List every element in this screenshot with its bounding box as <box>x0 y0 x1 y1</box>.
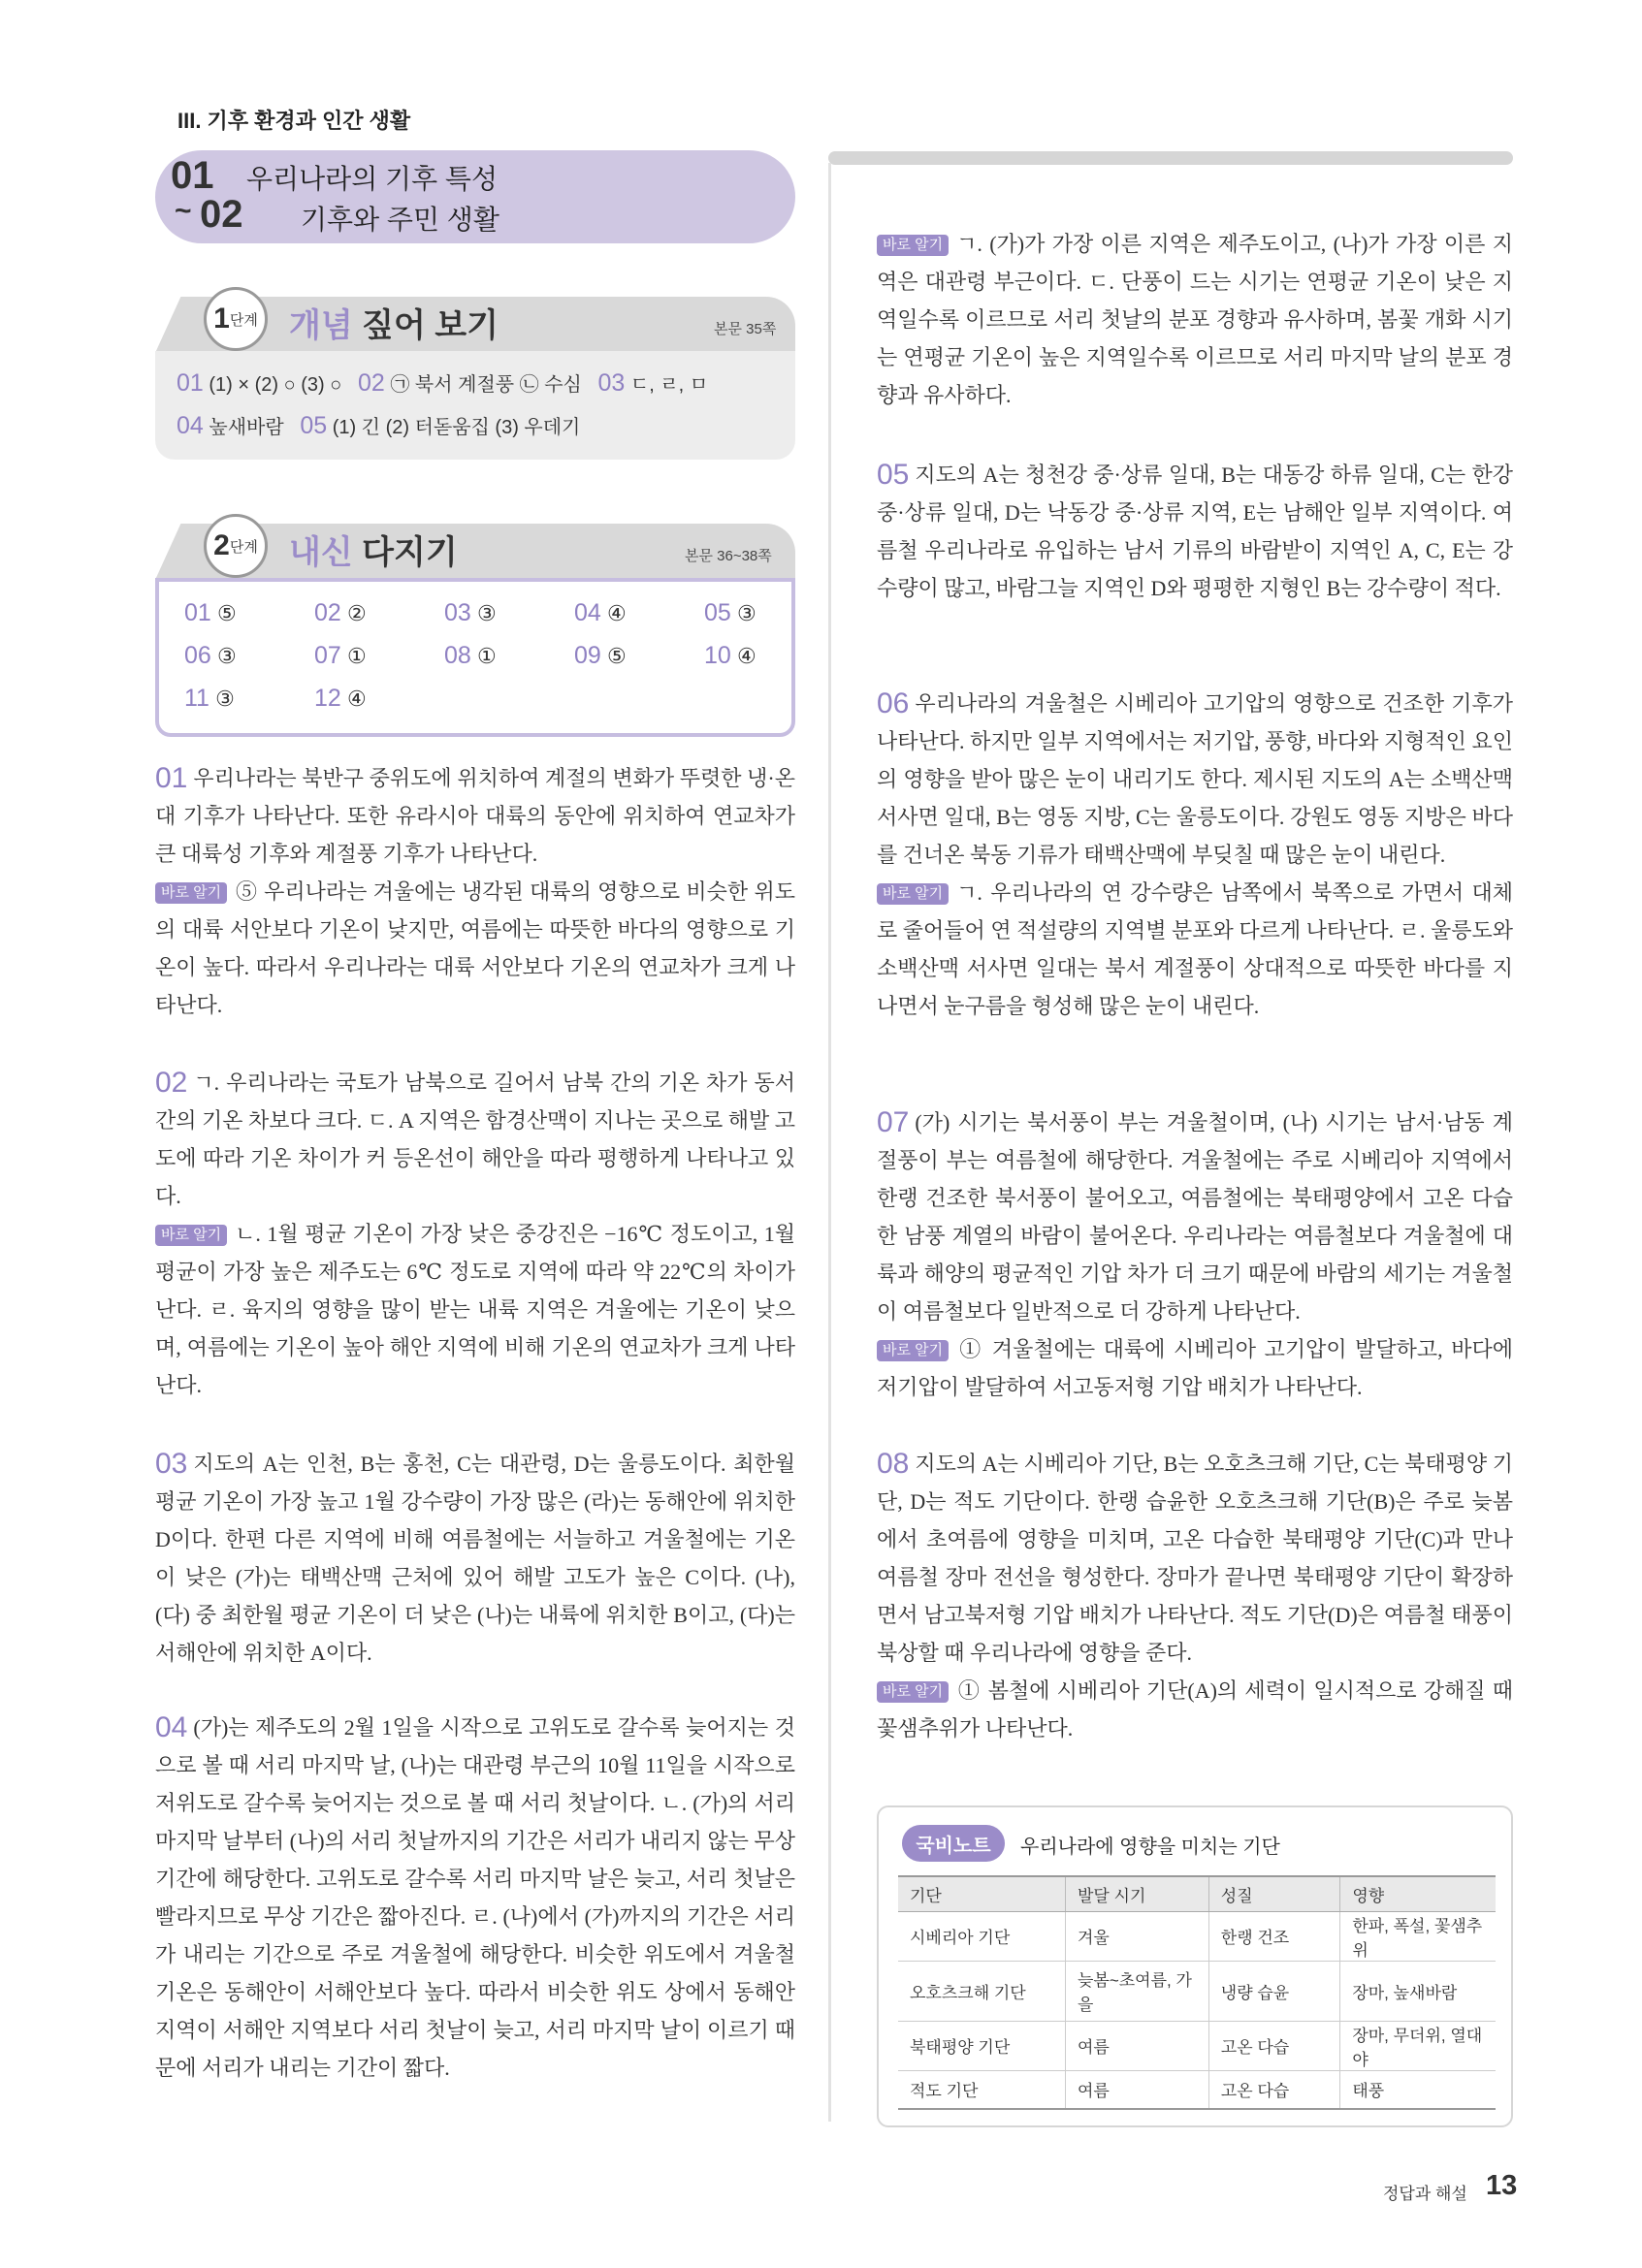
table-cell: 시베리아 기단 <box>898 1911 1065 1961</box>
answer-04: 04 ④ <box>574 599 627 626</box>
check-text: ㄱ. (가)가 가장 이른 지역은 제주도이고, (나)가 가장 이른 지역은 대관령 부근이다. ㄷ. 단풍이 드는 시기는 연평균 기온이 낮은 지역일수록 이르므로 서리 첫날의 분포 경향과 유사하며, 봄꽃 개화 시기는 연평균 기온이 높은 지역일수록 이르므로 서리 마지막 날의 분포 경향과 유사하다. <box>877 232 1513 407</box>
answer-text: ㄷ, ㄹ, ㅁ <box>629 374 709 396</box>
check-tag: 바로 알기 <box>877 883 949 905</box>
answer-06: 06 ③ <box>184 642 237 669</box>
check-tag: 바로 알기 <box>877 235 949 256</box>
table-header-cell: 영향 <box>1340 1876 1496 1911</box>
explanation-06 <box>877 685 1513 1025</box>
table-cell: 북태평양 기단 <box>898 2021 1065 2070</box>
answer-01: 01 ⑤ <box>184 599 237 626</box>
answer-text: 높새바람 <box>209 417 284 438</box>
table-cell: 겨울 <box>1065 1911 1208 1961</box>
answer-08: 08 ① <box>444 642 497 669</box>
table-cell: 오호츠크해 기단 <box>898 1961 1065 2021</box>
answer-number: 01 <box>177 369 204 397</box>
explanation-body: 지도의 A는 청천강 중·상류 일대, B는 대동강 하류 일대, C는 한강 중·상류 일대, D는 낙동강 중·상류 지역, E는 남해안 일부 지역이다. 여름철 우리나라로 유입하는 남서 기류의 바람받이 지역인 A, C, E는 강수량이 많고, 바람그늘 지역인 D와 평평한 지형인 B는 강수량이 적다. <box>877 463 1513 600</box>
explanation-05 <box>877 456 1513 607</box>
answer-number: 03 <box>597 369 626 397</box>
explanation-number: 06 <box>877 687 910 719</box>
stage2-title-accent: 내신 <box>289 534 353 571</box>
table-cell: 한파, 폭설, 꽃샘추위 <box>1340 1911 1496 1961</box>
explanation-number: 07 <box>877 1106 910 1138</box>
explanation-04-check <box>877 225 1513 414</box>
answer-09: 09 ⑤ <box>574 642 627 669</box>
stage1-answer-line-1 <box>177 368 708 398</box>
table-cell: 여름 <box>1065 2070 1208 2109</box>
table-cell: 장마, 높새바람 <box>1340 1961 1496 2021</box>
stage1-answer-box <box>155 351 795 460</box>
stage2-badge <box>204 514 268 578</box>
table-cell: 고온 다습 <box>1208 2021 1340 2070</box>
answer-12: 12 ④ <box>314 685 367 712</box>
answer-text: (1) × (2) ○ (3) ○ <box>209 374 342 396</box>
stage1-answer-line-2 <box>177 411 580 440</box>
table-cell: 장마, 무더위, 열대야 <box>1340 2021 1496 2070</box>
unit-title-1: 우리나라의 기후 특성 <box>246 164 498 194</box>
stage1-suffix: 단계 <box>229 311 258 329</box>
table-cell: 늦봄~초여름, 가을 <box>1065 1961 1208 2021</box>
table-header-row <box>898 1876 1496 1911</box>
explanation-body: 지도의 A는 시베리아 기단, B는 오호츠크해 기단, C는 북태평양 기단, D는 적도 기단이다. 한랭 습윤한 오호츠크해 기단(B)은 주로 늦봄에서 초여름에 영향을 미치며, 고온 다습한 북태평양 기단(C)과 만나 여름철 장마 전선을 형성한다. 장마가 끝나면 북태평양 기단이 확장하면서 남고북저형 기압 배치가 나타난다. 적도 기단(D)은 여름철 태풍이 북상할 때 우리나라에 영향을 준다. <box>877 1452 1513 1665</box>
stage2-page-ref: 본문 36~38쪽 <box>685 548 772 564</box>
note-box <box>877 1805 1513 2127</box>
explanation-body: 지도의 A는 인천, B는 홍천, C는 대관령, D는 울릉도이다. 최한월 평균 기온이 가장 높고 1월 강수량이 가장 많은 (라)는 동해안에 위치한 D이다. 한편 다른 지역에 비해 여름철에는 서늘하고 겨울철에는 기온이 낮은 (가)는 태백산맥 근처에 있어 해발 고도가 높은 C이다. (나), (다) 중 최한월 평균 기온이 더 낮은 (나)는 내륙에 위치한 B이고, (다)는 서해안에 위치한 A이다. <box>155 1452 795 1665</box>
answer-number: 05 <box>300 412 328 439</box>
explanation-number: 02 <box>155 1067 188 1099</box>
air-mass-table <box>898 1875 1496 2110</box>
explanation-body: (가) 시기는 북서풍이 부는 겨울철이며, (나) 시기는 남서·남동 계절풍이 부는 여름철에 해당한다. 겨울철에는 주로 시베리아 지역에서 한랭 건조한 북서풍이 불어오고, 여름철에는 북태평양에서 고온 다습한 남풍 계열의 바람이 불어온다. 우리나라는 여름철보다 겨울철에 대륙과 해양의 평균적인 기압 차가 더 크기 때문에 바람의 세기는 겨울철이 여름철보다 일반적으로 더 강하게 나타난다. <box>877 1110 1513 1324</box>
footer-label: 정답과 해설 <box>1383 2185 1467 2203</box>
answer-number: 02 <box>358 369 385 397</box>
unit-number-2: 02 <box>200 193 243 236</box>
table-cell: 여름 <box>1065 2021 1208 2070</box>
stage1-title <box>289 299 499 346</box>
stage2-suffix: 단계 <box>229 538 258 556</box>
check-text: ㄴ. 1월 평균 기온이 가장 낮은 중강진은 −16℃ 정도이고, 1월 평균이 가장 높은 제주도는 6℃ 정도로 지역에 따라 약 22℃의 차이가 난다. ㄹ. 육지의 영향을 많이 받는 내륙 지역은 겨울에는 기온이 낮으며, 여름에는 기온이 높아 해안 지역에 비해 기온의 연교차가 크게 나타난다. <box>155 1222 795 1397</box>
check-text: ㄱ. 우리나라의 연 강수량은 남쪽에서 북쪽으로 가면서 대체로 줄어들어 연 적설량의 지역별 분포와 다르게 나타난다. ㄹ. 울릉도와 소백산맥 서사면 일대는 북서 계절풍이 상대적으로 따뜻한 바다를 지나면서 눈구름을 형성해 많은 눈이 내린다. <box>877 880 1513 1018</box>
explanation-number: 01 <box>155 762 188 794</box>
explanation-number: 03 <box>155 1448 188 1480</box>
table-header-cell: 성질 <box>1208 1876 1340 1911</box>
check-tag: 바로 알기 <box>877 1681 949 1703</box>
column-divider <box>828 163 831 2122</box>
table-row <box>898 1961 1496 2021</box>
table-cell: 적도 기단 <box>898 2070 1065 2109</box>
explanation-number: 04 <box>155 1711 188 1743</box>
explanation-number: 05 <box>877 459 910 491</box>
table-cell: 고온 다습 <box>1208 2070 1340 2109</box>
explanation-body: 우리나라는 북반구 중위도에 위치하여 계절의 변화가 뚜렷한 냉·온대 기후가 나타난다. 또한 유라시아 대륙의 동안에 위치하여 연교차가 큰 대륙성 기후와 계절풍 기후가 나타난다. <box>155 766 795 866</box>
table-cell: 태풍 <box>1340 2070 1496 2109</box>
answer-07: 07 ① <box>314 642 367 669</box>
stage2-title-rest: 다지기 <box>362 534 458 571</box>
check-text: ① 겨울철에는 대륙에 시베리아 고기압이 발달하고, 바다에 저기압이 발달하여 서고동저형 기압 배치가 나타난다. <box>877 1337 1513 1399</box>
check-text: ① 봄철에 시베리아 기단(A)의 세력이 일시적으로 강해질 때 꽃샘추위가 나타난다. <box>877 1678 1513 1741</box>
table-row <box>898 2021 1496 2070</box>
explanation-body: 우리나라의 겨울철은 시베리아 고기압의 영향으로 건조한 기후가 나타난다. 하지만 일부 지역에서는 저기압, 풍향, 바다와 지형적인 요인의 영향을 받아 많은 눈이 내리기도 한다. 제시된 지도의 A는 소백산맥 서사면 일대, B는 영동 지방, C는 울릉도이다. 강원도 영동 지방은 바다를 건너온 북동 기류가 태백산맥에 부딪칠 때 많은 눈이 내린다. <box>877 691 1513 867</box>
stage1-title-rest: 짚어 보기 <box>362 307 499 344</box>
explanation-02 <box>155 1064 795 1404</box>
stage2-answer-box <box>155 578 795 737</box>
table-header-cell: 발달 시기 <box>1065 1876 1208 1911</box>
note-badge: 국비노트 <box>902 1825 1005 1862</box>
answer-03: 03 ③ <box>444 599 497 626</box>
unit-range-mark: ~ <box>175 195 192 227</box>
page-number: 13 <box>1486 2170 1518 2201</box>
stage1-number: 1 <box>213 303 230 335</box>
explanation-number: 08 <box>877 1448 910 1480</box>
answer-text: ㉠ 북서 계절풍 ㉡ 수심 <box>390 374 582 396</box>
explanation-04 <box>155 1709 795 2087</box>
answer-text: (1) 긴 (2) 터돋움집 (3) 우데기 <box>332 417 581 438</box>
unit-number-1: 01 <box>171 154 214 197</box>
answer-05: 05 ③ <box>704 599 757 626</box>
answer-number: 04 <box>177 412 204 439</box>
check-tag: 바로 알기 <box>155 1225 227 1246</box>
unit-title-2: 기후와 주민 생활 <box>301 205 499 235</box>
stage1-title-accent: 개념 <box>289 307 353 344</box>
table-row <box>898 1911 1496 1961</box>
explanation-body: ㄱ. 우리나라는 국토가 남북으로 길어서 남북 간의 기온 차가 동서 간의 기온 차보다 크다. ㄷ. A 지역은 함경산맥이 지나는 곳으로 해발 고도에 따라 기온 차이가 커 등온선이 해안을 따라 평행하게 나타나고 있다. <box>155 1070 795 1208</box>
stage2-number: 2 <box>213 529 230 561</box>
answer-10: 10 ④ <box>704 642 757 669</box>
table-cell: 냉량 습윤 <box>1208 1961 1340 2021</box>
explanation-body: (가)는 제주도의 2월 1일을 시작으로 고위도로 갈수록 늦어지는 것으로 볼 때 서리 마지막 날, (나)는 대관령 부근의 10월 11일을 시작으로 저위도로 갈수록 늦어지는 것으로 볼 때 서리 첫날이다. ㄴ. (가)의 서리 마지막 날부터 (나)의 서리 첫날까지의 기간은 서리가 내리지 않는 무상 기간에 해당한다. 고위도로 갈수록 서리 마지막 날은 늦고, 서리 첫날은 빨라지므로 무상 기간은 짧아진다. ㄹ. (나)에서 (가)까지의 기간은 서리가 내리는 기간으로 주로 겨울철에 해당한다. 비슷한 위도에서 겨울철 기온은 동해안이 서해안보다 높다. 따라서 비슷한 위도 상에서 동해안 지역이 서해안 지역보다 서리 첫날이 늦고, 서리 마지막 날이 이르기 때문에 서리가 내리는 기간이 짧다. <box>155 1715 795 2080</box>
stage1-page-ref: 본문 35쪽 <box>714 321 777 337</box>
unit-title-banner <box>155 150 795 243</box>
explanation-07 <box>877 1103 1513 1406</box>
table-header-cell: 기단 <box>898 1876 1065 1911</box>
table-row <box>898 2070 1496 2109</box>
explanation-08 <box>877 1445 1513 1747</box>
explanation-03 <box>155 1445 795 1672</box>
check-tag: 바로 알기 <box>877 1340 949 1361</box>
explanation-01 <box>155 759 795 1024</box>
note-title: 우리나라에 영향을 미치는 기단 <box>1020 1837 1280 1858</box>
table-cell: 한랭 건조 <box>1208 1911 1340 1961</box>
top-rule <box>828 151 1513 165</box>
check-tag: 바로 알기 <box>155 882 227 904</box>
check-text: ⑤ 우리나라는 겨울에는 냉각된 대륙의 영향으로 비슷한 위도의 대륙 서안보다 기온이 낮지만, 여름에는 따뜻한 바다의 영향으로 기온이 높다. 따라서 우리나라는 대륙 서안보다 기온의 연교차가 크게 나타난다. <box>155 879 795 1017</box>
answer-11: 11 ③ <box>184 685 235 712</box>
stage2-title <box>289 526 458 573</box>
answer-02: 02 ② <box>314 599 367 626</box>
stage1-badge <box>204 287 268 351</box>
section-header: III. 기후 환경과 인간 생활 <box>177 109 411 133</box>
